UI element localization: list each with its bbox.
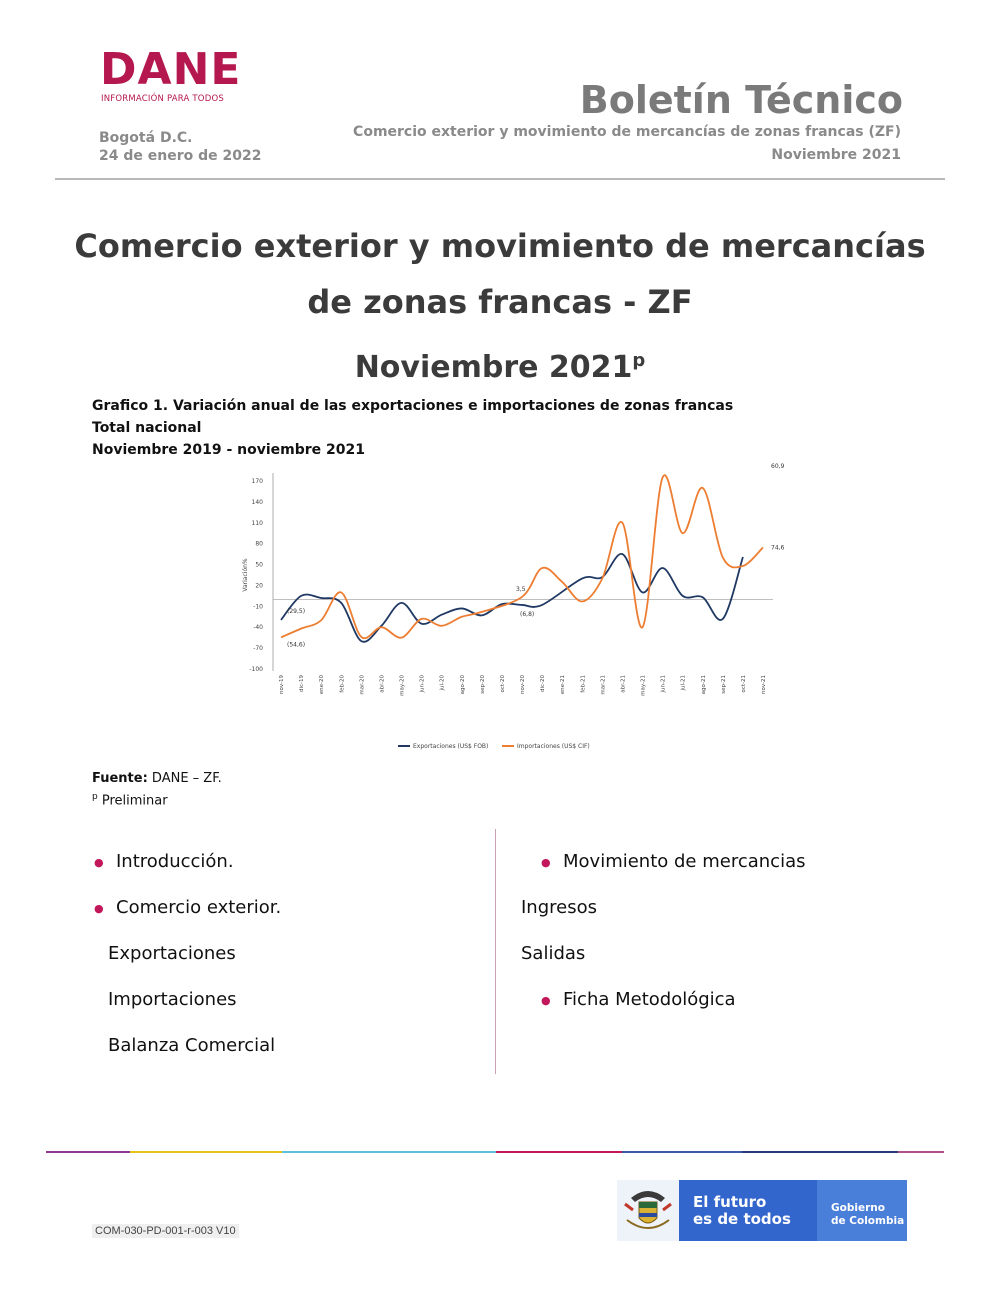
preliminary-note-text: Preliminar <box>97 793 168 809</box>
chart-caption-scope: Total nacional <box>92 420 202 436</box>
footer-stripe <box>282 1151 496 1153</box>
index-item-exportaciones[interactable]: Exportaciones <box>108 943 236 964</box>
publication-date: 24 de enero de 2022 <box>99 148 262 164</box>
gov-name-line2: de Colombia <box>831 1215 905 1227</box>
x-tick-label: jul-20 <box>439 675 446 691</box>
source-note <box>92 771 222 786</box>
y-tick-label: 170 <box>251 478 263 485</box>
x-tick-label: may-20 <box>399 675 406 696</box>
data-label: (54,6) <box>287 641 306 649</box>
chart-caption-title: Grafico 1. Variación anual de las exportaciones e importaciones de zonas francas <box>92 398 734 414</box>
x-tick-label: mar-21 <box>600 675 607 695</box>
gov-slogan-line2: es de todos <box>693 1210 791 1228</box>
y-tick-label: 140 <box>251 498 263 506</box>
x-tick-label: sep-21 <box>720 675 727 694</box>
gov-slogan-line1: El futuro <box>693 1193 767 1211</box>
footer-stripe <box>496 1151 622 1153</box>
footer-stripe <box>742 1151 898 1153</box>
x-tick-label: jun-20 <box>419 675 426 693</box>
colombia-coat-of-arms-icon <box>617 1180 679 1241</box>
x-tick-label: jul-21 <box>680 675 687 691</box>
gov-name-line1: Gobierno <box>831 1202 885 1214</box>
index-item-ficha-metodologica[interactable]: ● Ficha Metodológica <box>563 989 736 1010</box>
x-tick-label: nov-20 <box>520 675 526 694</box>
data-label: (29,5) <box>287 607 306 615</box>
data-label: 3,5 <box>516 585 526 593</box>
page-title-line2: de zonas francas - ZF <box>307 283 693 321</box>
page-title-line1: Comercio exterior y movimiento de mercancías <box>74 227 926 265</box>
source-text: DANE – ZF. <box>147 771 222 786</box>
x-tick-label: jun-21 <box>660 675 667 693</box>
government-banner <box>617 1180 907 1241</box>
x-tick-label: may-21 <box>640 675 647 696</box>
footer-stripe <box>622 1151 742 1153</box>
index-item-balanza-comercial[interactable]: Balanza Comercial <box>108 1035 276 1056</box>
exports-series-line <box>281 554 743 642</box>
page-title <box>70 218 930 330</box>
x-tick-label: abr-21 <box>620 675 627 693</box>
chart-caption-range: Noviembre 2019 - noviembre 2021 <box>92 442 366 458</box>
period-title <box>0 350 1000 385</box>
dane-logo: DANE <box>100 44 242 95</box>
data-label: 60,9 <box>771 463 785 470</box>
x-tick-label: dic-20 <box>540 675 547 693</box>
period-title-text: Noviembre 2021 <box>354 350 633 385</box>
gov-name <box>831 1202 904 1228</box>
x-tick-label: sep-20 <box>479 675 486 694</box>
index-item-salidas[interactable]: Salidas <box>521 943 586 964</box>
y-tick-label: -40 <box>253 624 263 632</box>
index-item-ingresos[interactable]: Ingresos <box>521 897 597 918</box>
y-tick-label: 110 <box>251 519 263 527</box>
y-axis-label: Variación% <box>242 558 249 592</box>
city: Bogotá D.C. <box>99 130 193 146</box>
document-code: COM-030-PD-001-r-003 V10 <box>92 1224 239 1238</box>
footer-stripe <box>898 1151 944 1153</box>
variation-line-chart <box>230 463 785 758</box>
bulletin-subtitle: Comercio exterior y movimiento de mercancías de zonas francas (ZF) <box>353 124 901 140</box>
x-tick-label: ene-21 <box>560 675 567 695</box>
footer-stripe <box>46 1151 130 1153</box>
x-tick-label: ago-20 <box>459 675 466 695</box>
preliminary-note-mark: p <box>92 792 98 802</box>
preliminary-mark: p <box>632 350 646 371</box>
x-tick-label: ago-21 <box>700 675 707 695</box>
index-column-divider <box>495 829 496 1074</box>
index-item-comercio-exterior[interactable]: ● Comercio exterior. <box>116 897 281 918</box>
x-tick-label: feb-21 <box>580 675 587 693</box>
gov-slogan <box>693 1194 791 1228</box>
index-item-movimiento-mercancias[interactable]: ● Movimiento de mercancias <box>563 851 805 872</box>
y-tick-label: -10 <box>253 603 263 611</box>
header-divider <box>55 178 945 180</box>
preliminary-note <box>92 792 168 808</box>
index-item-importaciones[interactable]: Importaciones <box>108 989 237 1010</box>
data-label: (6,8) <box>520 610 535 618</box>
y-tick-label: 20 <box>255 582 263 590</box>
bulletin-period: Noviembre 2021 <box>771 147 901 163</box>
x-tick-label: oct-21 <box>740 675 747 693</box>
x-tick-label: dic-19 <box>299 675 306 693</box>
dane-logo-tagline: INFORMACIÓN PARA TODOS <box>101 94 224 104</box>
legend-imports-label: Importaciones (US$ CIF) <box>517 743 590 750</box>
x-tick-label: feb-20 <box>339 675 346 693</box>
y-tick-label: -70 <box>253 645 263 653</box>
x-tick-label: ene-20 <box>319 675 326 695</box>
bulletin-title: Boletín Técnico <box>579 78 903 122</box>
y-tick-label: 50 <box>255 561 263 569</box>
footer-stripe <box>130 1151 282 1153</box>
x-tick-label: oct-20 <box>499 675 506 693</box>
x-tick-label: abr-20 <box>379 675 386 693</box>
y-tick-label: -100 <box>249 666 263 673</box>
source-label: Fuente: <box>92 771 148 786</box>
x-tick-label: mar-20 <box>359 675 366 695</box>
x-tick-label: nov-21 <box>761 675 767 694</box>
index-item-introduccion[interactable]: ● Introducción. <box>116 851 234 872</box>
legend-exports-label: Exportaciones (US$ FOB) <box>413 743 489 750</box>
x-tick-label: nov-19 <box>279 675 285 694</box>
data-label: 74,6 <box>771 544 785 552</box>
y-tick-label: 80 <box>255 540 263 548</box>
